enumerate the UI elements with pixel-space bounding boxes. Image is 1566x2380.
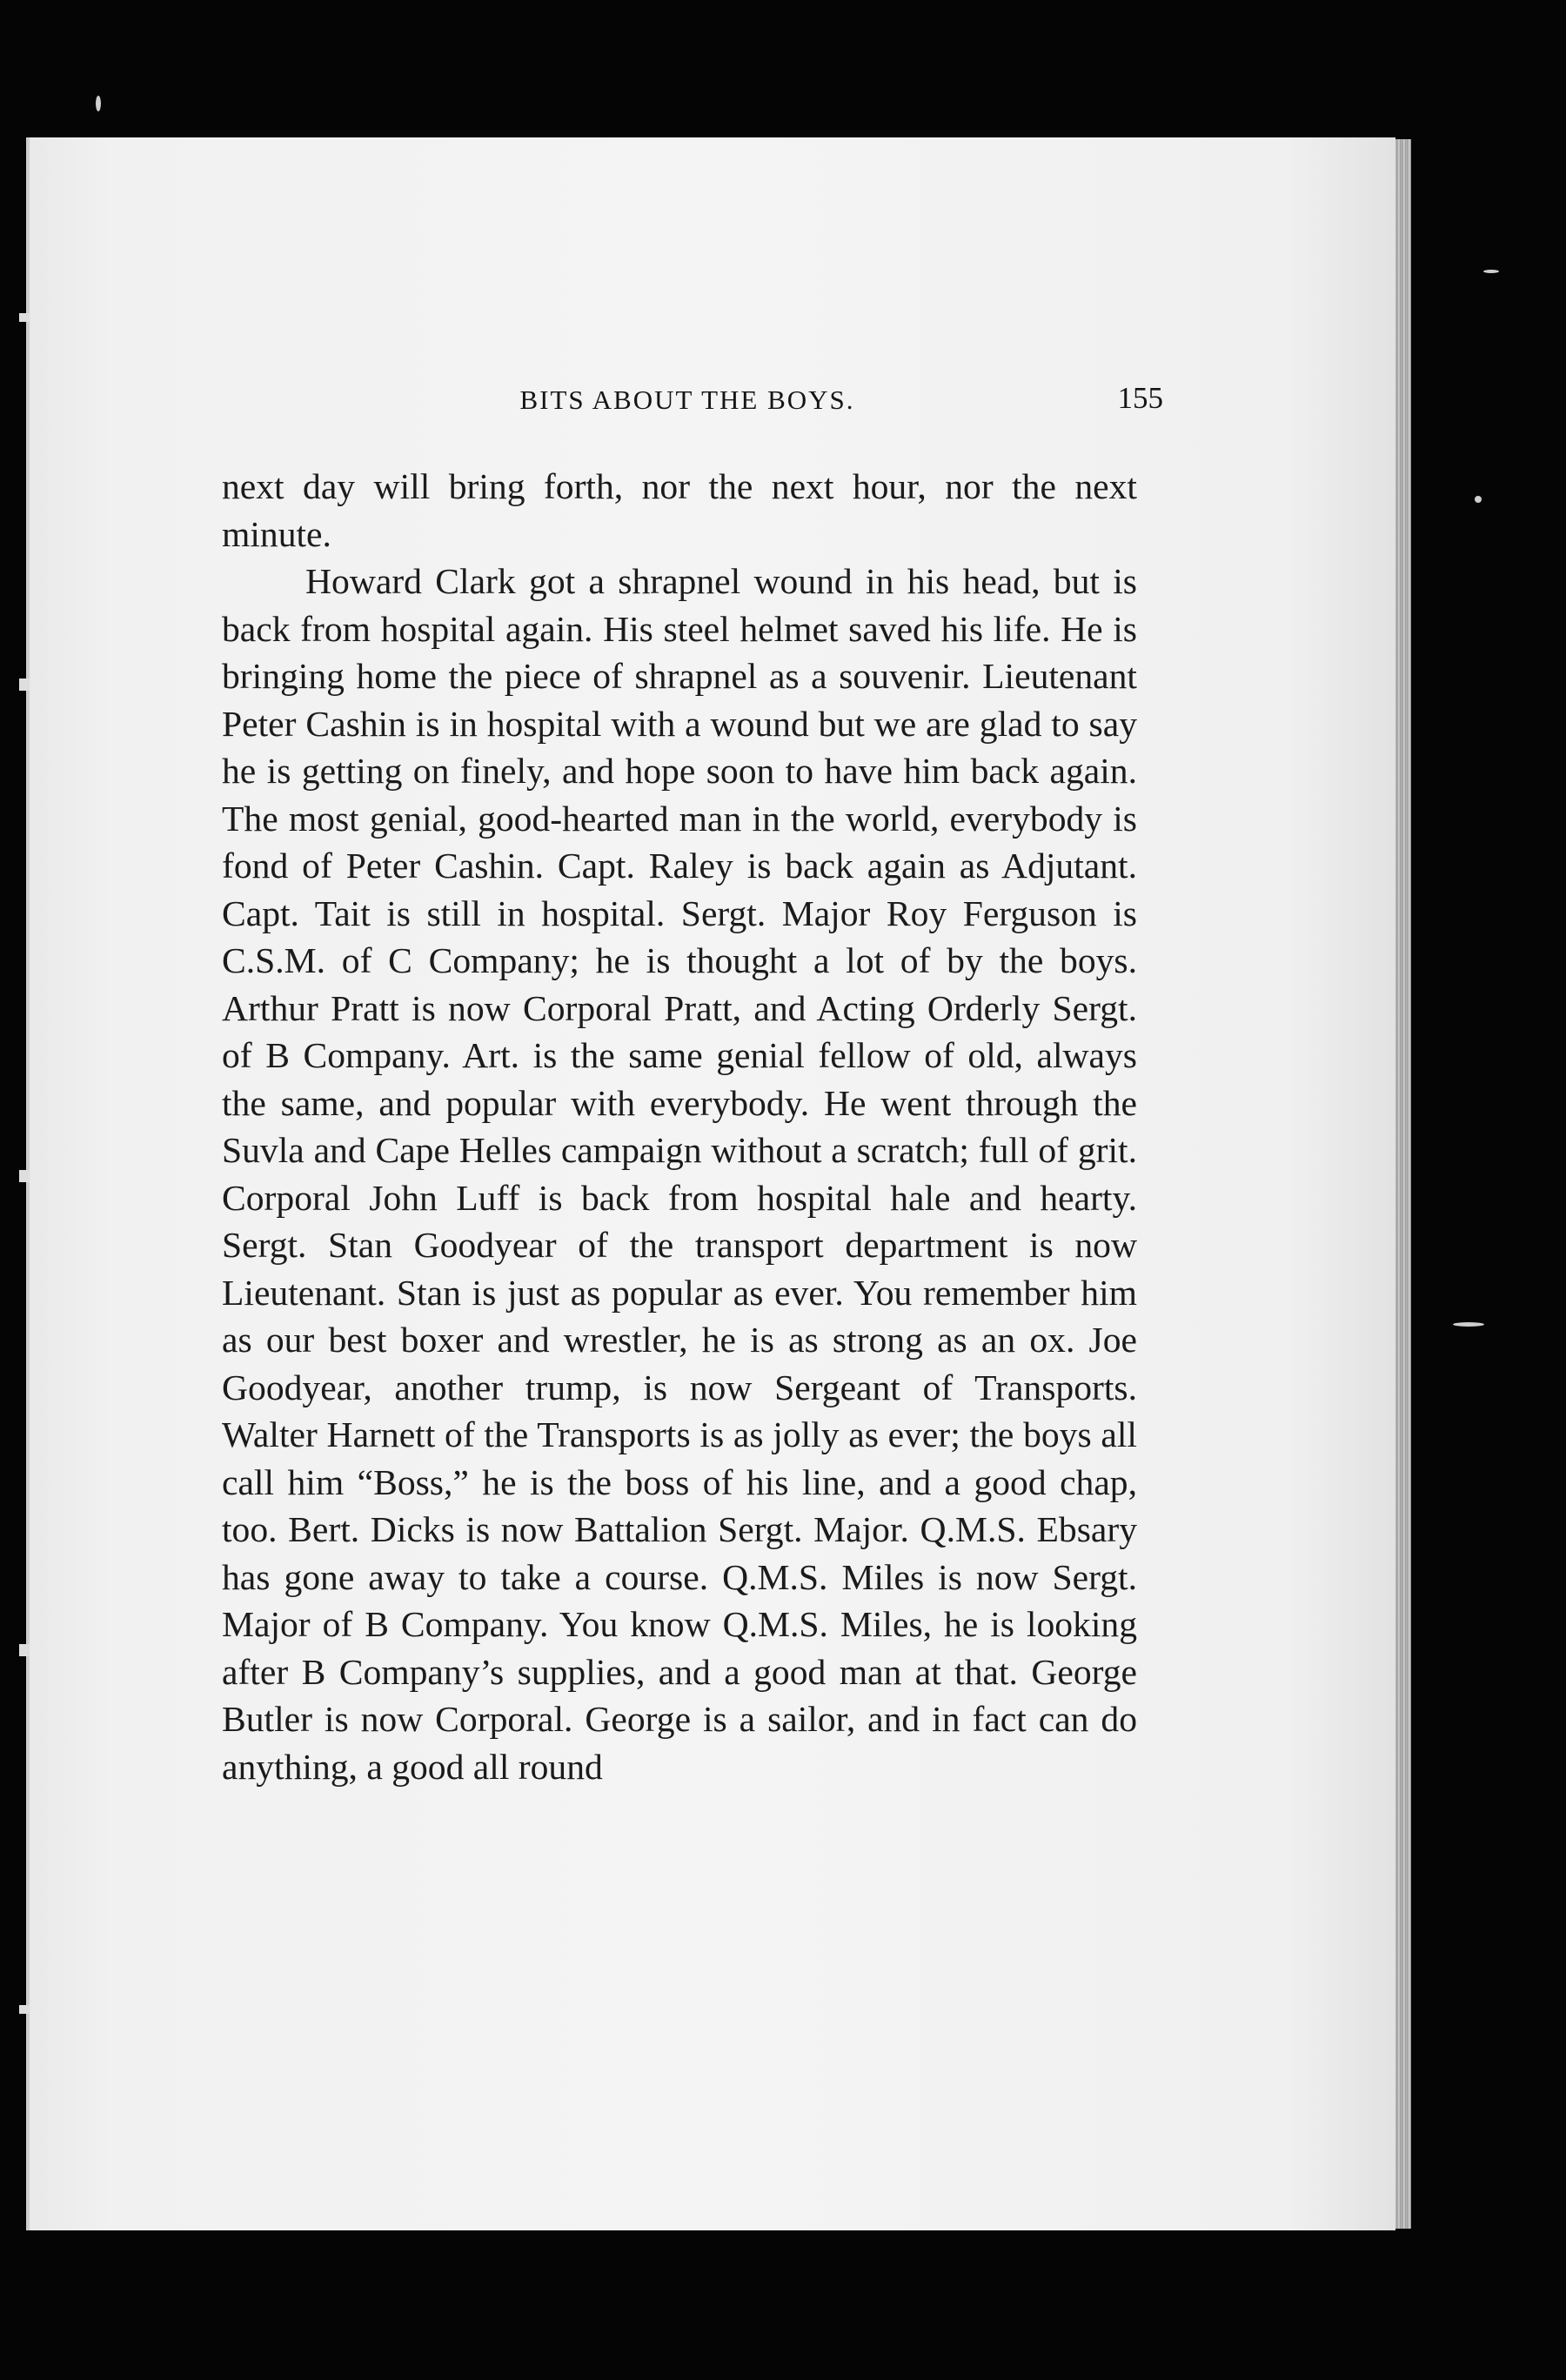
running-title: BITS ABOUT THE BOYS. (519, 384, 855, 415)
page-stack-edge (1395, 139, 1411, 2229)
spine-mark (19, 1644, 30, 1656)
spine-mark (19, 2005, 30, 2014)
paragraph-continuation: next day will bring forth, nor the next hour, nor the next minute. (222, 466, 1137, 554)
paragraph-main: Howard Clark got a shrapnel wound in his head, but is back from hospital again. His steel helmet saved his life. He is bringing home the piece of shrapnel as a souvenir. Lieutenant Peter Cashin is in hospital with a wound but we are glad to say he is getting on finely, and hope soon to have him back again. The most genial, good-hearted man in the world, everybody is fond of Peter Cashin. Capt. Raley is back again as Adjutant. Capt. Tait is still in hospital. Sergt. Major Roy Ferguson is C.S.M. of C Company; he is thought a lot of by the boys. Arthur Pratt is now Corporal Pratt, and Acting Orderly Sergt. of B Company. Art. is the same genial fellow of old, always the same, and popular with everybody. He went through the Suvla and Cape Helles campaign without a scratch; full of grit. Corporal John Luff is back from hospital hale and hearty. Sergt. Stan Goodyear of the transport department is now Lieutenant. Stan is just as popular as ever. You remember him as our best boxer and wrestler, he is as strong as an ox. Joe Goodyear, another trump, is now Sergeant of Transports. Walter Harnett of the Transports is as jolly as ever; the boys all call him “Boss,” he is the boss of his line, and a good chap, too. Bert. Dicks is now Battalion Sergt. Major. Q.M.S. Ebsary has gone away to take a course. Q.M.S. Miles is now Sergt. Major of B Company. You know Q.M.S. Miles, he is looking after B Company’s supplies, and a good man at that. George Butler is now Corporal. George is a sailor, and in fact can do anything, a good all round (222, 561, 1137, 1787)
page-number: 155 (1117, 381, 1163, 415)
scan-speck (1483, 270, 1499, 273)
spine-mark (19, 313, 30, 322)
scan-speck (1453, 1322, 1484, 1327)
spine-mark (19, 679, 30, 691)
spine-mark (19, 1170, 30, 1182)
scan-speck (96, 96, 101, 111)
body-text (222, 463, 1137, 1790)
running-head (222, 374, 1163, 426)
scan-speck (1475, 496, 1482, 503)
